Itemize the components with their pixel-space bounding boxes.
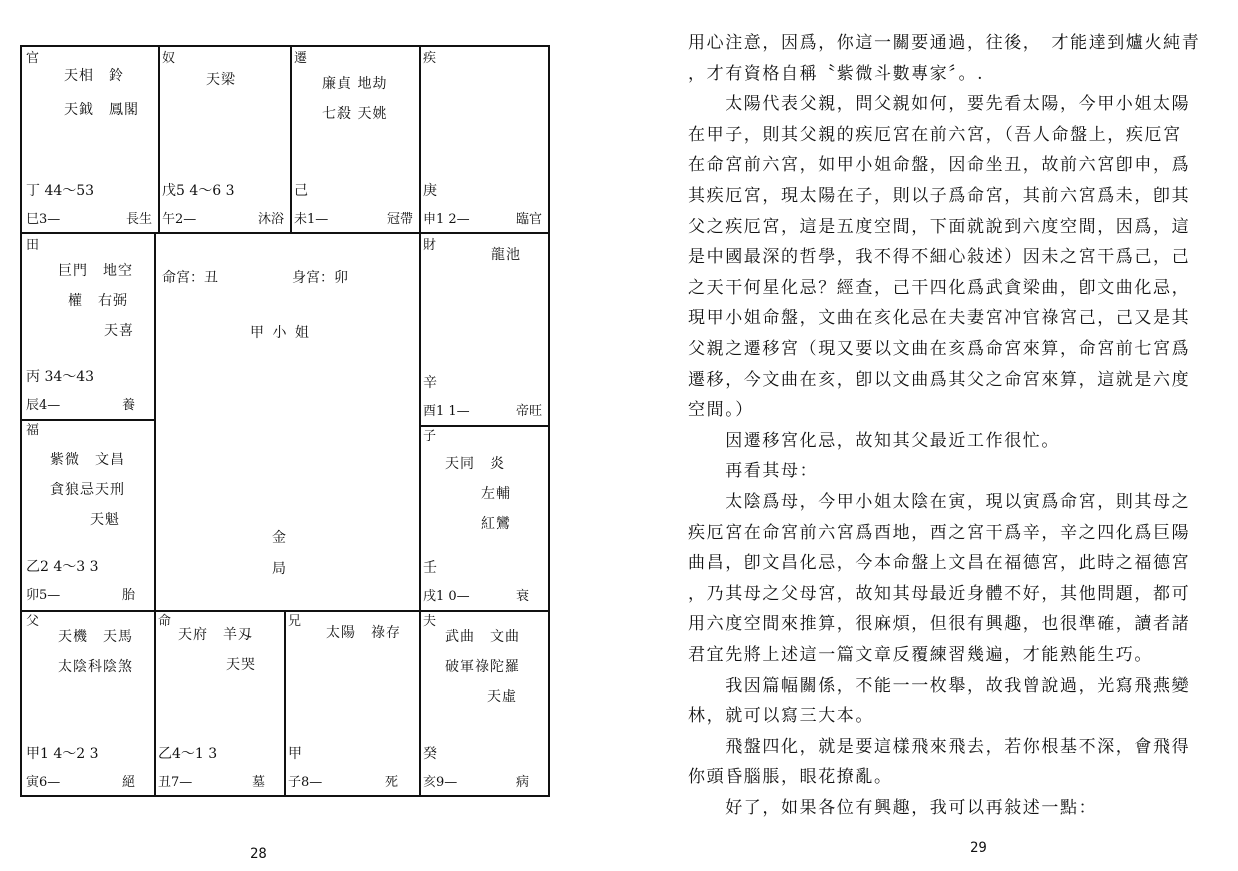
star-line: 天相 鈴 — [64, 68, 124, 84]
branch-label: 未1— — [294, 212, 329, 227]
wuxing-ju-1: 金 — [272, 530, 286, 546]
star-line: 天機 天馬 — [58, 629, 133, 645]
branch-label: 寅6— — [26, 775, 61, 790]
page-number-left: 28 — [250, 846, 267, 862]
life-stage: 長生 — [126, 212, 153, 227]
star-line: 紅鸞 — [481, 516, 511, 532]
palace-cai — [421, 234, 548, 422]
star-line: 天府 羊刄 — [178, 627, 253, 643]
age-range: 己 — [294, 183, 308, 199]
life-stage: 衰 — [516, 589, 530, 604]
palace-tian — [24, 234, 154, 416]
palace-name: 疾 — [423, 51, 437, 66]
age-range: 壬 — [423, 560, 437, 576]
star-line: 武曲 文曲 — [445, 629, 520, 645]
star-line: 紫微 文昌 — [50, 452, 125, 468]
age-range: 庚 — [423, 183, 437, 199]
palace-ji — [421, 47, 548, 230]
life-stage: 墓 — [252, 775, 266, 790]
branch-label: 午2— — [162, 212, 197, 227]
star-line: 破軍祿陀羅 — [445, 659, 520, 675]
age-range: 癸 — [423, 746, 437, 762]
text-line: 是中國最深的哲學，我不得不細心敍述）因未之宮干爲己，己 — [688, 247, 1191, 268]
text-line: 曲昌，卽文昌化忌，今本命盤上文昌在福德宮，此時之福德宮 — [688, 553, 1191, 574]
palace-xiong — [286, 610, 417, 793]
branch-label: 酉1 1— — [423, 404, 470, 419]
palace-name: 官 — [26, 51, 40, 66]
palace-guan — [24, 47, 158, 230]
text-line: 遷移，今文曲在亥，卽以文曲爲其父之命宮來算，這就是六度 — [688, 369, 1191, 390]
text-line: 飛盤四化，就是要這樣飛來飛去，若你根基不深，會飛得 — [688, 736, 1191, 757]
star-line: 天梁 — [206, 72, 236, 88]
age-range: 甲1 4～2 3 — [26, 746, 99, 762]
age-range: 辛 — [423, 375, 437, 391]
star-line: 天鉞 鳳閣 — [64, 102, 139, 118]
life-stage: 冠帶 — [387, 212, 414, 227]
age-range: 乙2 4～3 3 — [26, 559, 99, 575]
star-line: 天虛 — [487, 689, 517, 705]
text-line: 在甲子，則其父親的疾厄宮在前六宮，（吾人命盤上，疾厄宮 — [688, 124, 1182, 145]
text-line: 用心注意，因爲，你這一關要通過，往後， 才能達到爐火純青 — [688, 33, 1201, 53]
star-line: 天同 炎 — [445, 456, 505, 472]
branch-label: 巳3— — [26, 212, 61, 227]
life-stage: 胎 — [122, 588, 136, 603]
life-stage: 沐浴 — [258, 212, 285, 227]
palace-zi — [421, 425, 548, 607]
life-stage: 養 — [122, 398, 136, 413]
palace-name: 夫 — [423, 614, 437, 629]
age-range: 丙 34～43 — [26, 369, 95, 385]
life-stage: 死 — [385, 775, 399, 790]
text-line: 你頭昏腦脹，眼花撩亂。 — [688, 767, 893, 788]
star-line: 太陽 祿存 — [326, 625, 401, 641]
text-line: ，才有資格自稱〝紫微斗數專家〞。. — [688, 63, 985, 84]
text-line: ，乃其母之父母宮，故知其母最近身體不好，其他問題，都可 — [688, 583, 1191, 604]
palace-fuqin — [24, 610, 154, 793]
text-line: 疾厄宮在命宮前六宮爲酉地，酉之宮干爲辛，辛之四化爲巨陽 — [688, 522, 1191, 543]
star-line: 權 右弼 — [68, 293, 128, 309]
star-line: 左輔 — [481, 486, 511, 502]
branch-label: 子8— — [288, 775, 323, 790]
star-line: 貪狼忌天刑 — [50, 482, 125, 498]
text-line: 君宜先將上述這一篇文章反覆練習幾遍，才能熟能生巧。 — [688, 645, 1153, 665]
text-line: 因遷移宮化忌，故知其父最近工作很忙。 — [688, 430, 1060, 451]
branch-label: 卯5— — [26, 588, 61, 603]
palace-nu — [160, 47, 290, 230]
text-line: 父之疾厄宮，這是五度空間，下面就說到六度空間，因爲，這 — [688, 216, 1191, 237]
life-stage: 病 — [516, 775, 530, 790]
palace-qian — [292, 47, 419, 230]
palace-name: 財 — [423, 238, 437, 253]
palace-name: 福 — [26, 423, 40, 438]
star-line: 天魁 — [90, 512, 120, 528]
life-stage: 帝旺 — [516, 404, 543, 419]
life-stage: 臨官 — [516, 212, 543, 227]
palace-fuqi — [421, 610, 548, 793]
branch-label: 丑7— — [158, 775, 193, 790]
shen-gong-label: 身宮：卯 — [292, 270, 348, 286]
text-line: 林，就可以寫三大本。 — [688, 706, 874, 727]
page-number-right: 29 — [970, 840, 987, 856]
star-line: 龍池 — [491, 247, 521, 263]
palace-name: 父 — [26, 614, 40, 629]
branch-label: 申1 2— — [423, 212, 470, 227]
palace-name: 遷 — [294, 51, 308, 66]
age-range: 乙4～1 3 — [158, 746, 218, 762]
chart-subject-name: 甲 小 姐 — [250, 325, 311, 341]
palace-ming — [156, 610, 284, 793]
ming-gong-label: 命宮：丑 — [162, 270, 218, 286]
star-line: 七殺 天姚 — [322, 106, 388, 122]
palace-name: 田 — [26, 238, 40, 253]
text-line: 父親之遷移宮（現又要以文曲在亥爲命宮來算，命宮前七宮爲 — [688, 339, 1191, 359]
palace-fu — [24, 419, 154, 606]
text-line: 用六度空間來推算，很麻煩，但很有興趣，也很準確，讀者諸 — [688, 614, 1191, 635]
age-range: 甲 — [288, 746, 302, 762]
star-line: 天喜 — [104, 323, 134, 339]
palace-name: 兄 — [288, 614, 302, 629]
star-line: 天哭 — [226, 657, 256, 673]
text-line: 其疾厄宮，現太陽在子，則以子爲命宮，其前六宮爲未，卽其 — [688, 186, 1191, 206]
branch-label: 戌1 0— — [423, 589, 470, 604]
text-line: 在命宮前六宮，如甲小姐命盤，因命坐丑，故前六宮卽申，爲 — [688, 155, 1191, 176]
branch-label: 辰4— — [26, 398, 61, 413]
star-line: 廉貞 地劫 — [322, 76, 388, 92]
text-line: 再看其母： — [688, 461, 819, 482]
text-line: 現甲小姐命盤，文曲在亥化忌在夫妻宮冲官祿宮己，己又是其 — [688, 308, 1191, 329]
wuxing-ju-2: 局 — [272, 561, 286, 577]
palace-name: 命 — [158, 614, 172, 629]
star-line: 太陰科陰煞 — [58, 659, 133, 675]
age-range: 戊5 4～6 3 — [162, 183, 235, 199]
text-line: 好了，如果各位有興趣，我可以再敍述一點： — [688, 798, 1098, 818]
text-line: 太陽代表父親，問父親如何，要先看太陽，今甲小姐太陽 — [688, 94, 1191, 115]
palace-name: 子 — [423, 429, 437, 444]
star-line: 巨門 地空 — [58, 263, 133, 279]
life-stage: 絕 — [122, 775, 136, 790]
text-line: 我因篇幅關係，不能一一枚舉，故我曾說過，光寫飛燕變 — [688, 675, 1191, 696]
age-range: 丁 44～53 — [26, 183, 95, 199]
palace-name: 奴 — [162, 51, 176, 66]
text-line: 之天干何星化忌？經查，己干四化爲武貪梁曲，卽文曲化忌， — [688, 277, 1191, 298]
text-line: 太陰爲母，今甲小姐太陰在寅，現以寅爲命宮，則其母之 — [688, 492, 1191, 512]
text-line: 空間。） — [688, 400, 754, 421]
branch-label: 亥9— — [423, 775, 458, 790]
